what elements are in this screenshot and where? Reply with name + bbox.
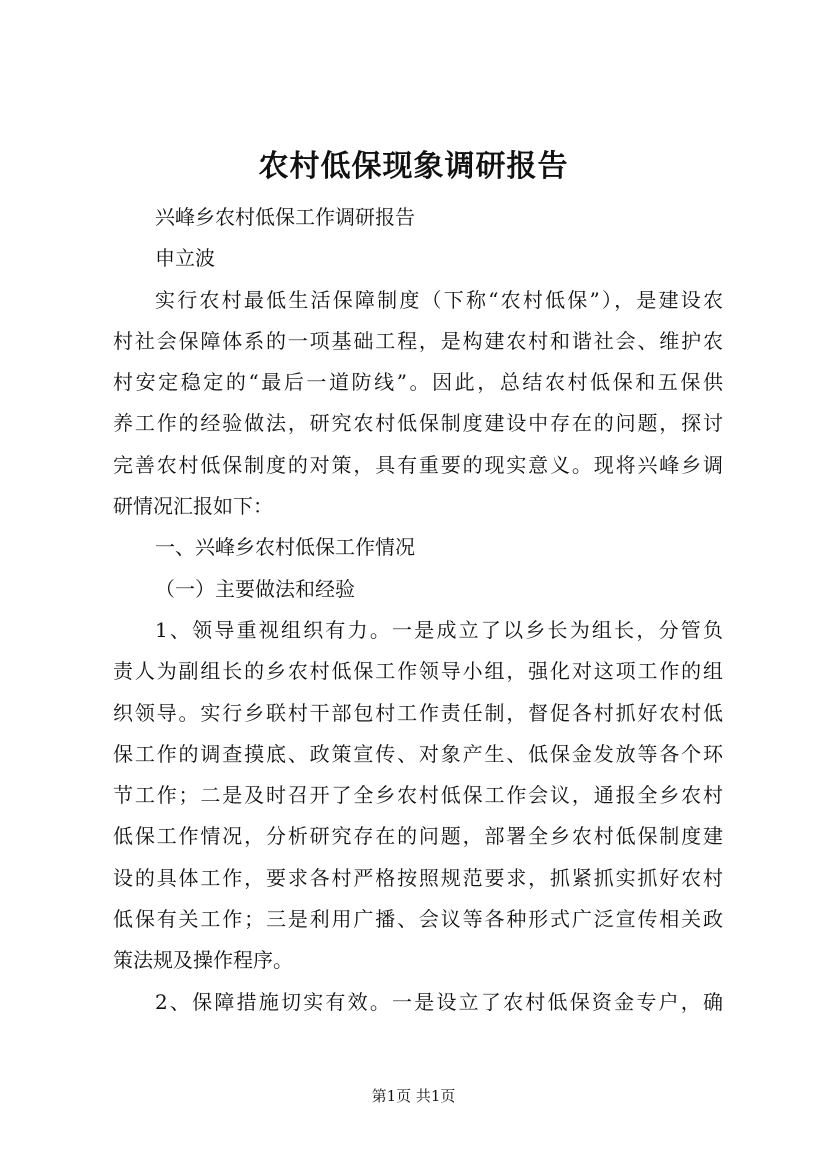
document-title: 农村低保现象调研报告 [258,149,569,184]
body-line: 研情况汇报如下： [113,494,273,519]
subsection-heading: （一）主要做法和经验 [155,576,355,601]
subtitle-line: 兴峰乡农村低保工作调研报告 [155,205,415,229]
body-line: 村社会保障体系的一项基础工程，是构建农村和谐社会、维护农 [113,328,723,353]
body-line: 策法规及操作程序。 [113,948,293,973]
section-heading: 一、兴峰乡农村低保工作情况 [155,535,415,560]
document-body [113,197,723,1023]
body-line: 实行农村最低生活保障制度（下称“农村低保”），是建设农 [155,287,723,312]
body-line: 村安定稳定的“最后一道防线”。因此，总结农村低保和五保供 [113,370,723,395]
page-footer: 第1页 共1页 [371,1087,456,1105]
body-line: 设的具体工作，要求各村严格按照规范要求，抓紧抓实抓好农村 [113,865,723,890]
body-line: 织领导。实行乡联村干部包村工作责任制，督促各村抓好农村低 [113,700,723,725]
body-line: 养工作的经验做法，研究农村低保制度建设中存在的问题，探讨 [113,411,723,436]
body-line: 低保工作情况，分析研究存在的问题，部署全乡农村低保制度建 [113,824,723,849]
body-line: 节工作；二是及时召开了全乡农村低保工作会议，通报全乡农村 [113,783,723,808]
body-line: 低保有关工作；三是利用广播、会议等各种形式广泛宣传相关政 [113,907,723,932]
author-line: 申立波 [155,246,215,271]
body-line: 责人为副组长的乡农村低保工作领导小组，强化对这项工作的组 [113,659,723,684]
body-line: 2、保障措施切实有效。一是设立了农村低保资金专户，确 [155,989,723,1014]
body-line: 保工作的调查摸底、政策宣传、对象产生、低保金发放等各个环 [113,741,723,766]
body-line: 完善农村低保制度的对策，具有重要的现实意义。现将兴峰乡调 [113,452,723,477]
body-line: 1、领导重视组织有力。一是成立了以乡长为组长，分管负 [155,617,723,642]
